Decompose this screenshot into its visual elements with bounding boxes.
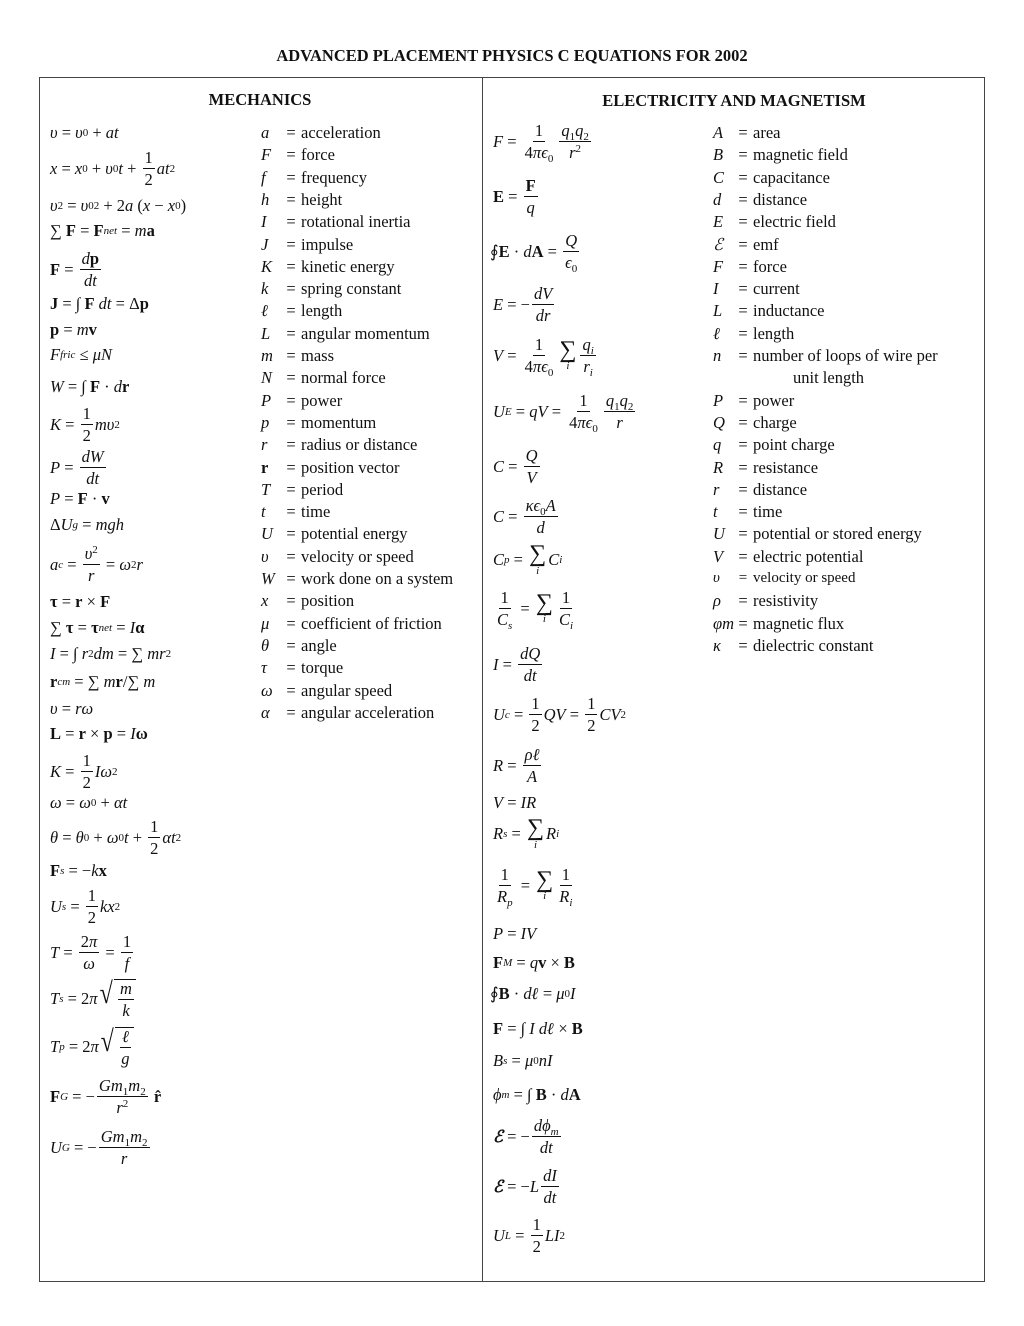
variable-description: work done on a system: [301, 569, 454, 588]
variable-description: angular acceleration: [301, 702, 435, 722]
variable-symbol: m: [261, 346, 273, 365]
equation-parallel-plate: C = $\frac{\kappa\epsilon_0A}{d}$: [493, 496, 556, 538]
variable-description: mass: [301, 346, 334, 365]
equation-power-dot: P = F · v: [50, 489, 110, 508]
variable-symbol: ℰ: [713, 234, 723, 254]
variable-row: [713, 323, 795, 343]
equation-velocity: υ = υ 0 + at: [50, 123, 119, 142]
equals-sign: =: [738, 502, 748, 522]
variable-row: [261, 571, 453, 588]
equation-impulse: J = ∫ F dt = Δ p: [50, 294, 149, 313]
variable-description: force: [753, 256, 787, 276]
variable-description: velocity or speed: [301, 546, 414, 566]
variable-description: angular momentum: [301, 323, 430, 343]
variable-description: magnetic field: [753, 145, 848, 165]
equals-sign: =: [286, 569, 296, 588]
equation-angular-velocity: ω = ω 0 + αt: [50, 793, 128, 812]
variable-row: [713, 348, 938, 365]
variable-row: [261, 234, 354, 254]
variable-symbol: ρ: [713, 591, 721, 611]
variable-row: [261, 457, 400, 477]
equation-coulomb-law: F = $\frac{1}{4\pi\epsilon_0}$ $\frac{q_1q_2}{r^2}$: [493, 121, 589, 166]
equals-sign: =: [738, 390, 748, 410]
variable-symbol: θ: [261, 635, 270, 655]
variable-description: unit length: [793, 368, 865, 388]
variable-row: [261, 390, 343, 410]
variable-symbol: h: [261, 189, 270, 209]
variable-row: [713, 214, 836, 231]
equals-sign: =: [738, 635, 748, 655]
variable-row: [713, 125, 780, 142]
equals-sign: =: [286, 546, 296, 566]
variable-symbol: r: [261, 457, 269, 477]
variable-symbol: α: [261, 702, 270, 722]
equation-capacitor-energy: U c = $\frac{1}{2}$ QV = $\frac{1}{2}$ CV 2: [493, 694, 627, 736]
equation-electric-power: P = IV: [493, 924, 537, 943]
equation-ohms-law: V = IR: [493, 793, 537, 812]
variable-description: kinetic energy: [301, 256, 395, 276]
variable-description: angle: [301, 635, 337, 655]
equation-spring-pe: U s = $\frac{1}{2}$ kx 2: [50, 886, 121, 928]
equals-sign: =: [738, 546, 748, 566]
equals-sign: =: [738, 479, 748, 499]
variable-row: [713, 412, 797, 432]
mechanics-heading: MECHANICS: [208, 90, 312, 109]
equation-spring-period: T s = 2 π √ $\frac{m}{k}$: [50, 979, 136, 1020]
variable-row: [261, 660, 343, 677]
variable-row: [713, 370, 864, 387]
equation-force-momentum: F = $\frac{dp}{dt}$: [50, 249, 100, 291]
equation-linear-angular-speed: υ = rω: [50, 699, 94, 718]
variable-symbol: φm: [713, 613, 735, 633]
equals-sign: =: [286, 680, 296, 700]
equals-sign: =: [286, 189, 296, 209]
variable-description: resistivity: [753, 591, 819, 611]
variable-symbol: k: [261, 279, 269, 299]
equals-sign: =: [738, 301, 748, 321]
em-heading: ELECTRICITY AND MAGNETISM: [602, 91, 866, 110]
variable-symbol: μ: [261, 613, 270, 633]
variable-row: [261, 412, 377, 432]
variable-description: spring constant: [301, 279, 402, 299]
equation-resistance: R = $\frac{\text{ρℓ}}{A}$: [493, 745, 540, 787]
variable-row: [713, 526, 922, 543]
equals-sign: =: [738, 524, 748, 544]
variable-row: [261, 214, 411, 231]
variable-description: period: [301, 479, 344, 499]
variable-description: power: [301, 390, 343, 410]
variable-description: acceleration: [301, 123, 381, 142]
variable-row: [713, 593, 818, 610]
equation-capacitors-series: $\frac{1}{C_s}$ = ∑ i $\frac{1}{C_i}$: [497, 588, 574, 633]
variable-symbol: A: [713, 123, 724, 142]
equals-sign: =: [738, 457, 748, 477]
variable-description: torque: [301, 658, 344, 678]
variable-symbol: t: [261, 502, 266, 522]
page-title: ADVANCED PLACEMENT PHYSICS C EQUATIONS FOR 2002: [276, 46, 748, 65]
variable-symbol: F: [261, 145, 272, 165]
equals-sign: =: [738, 234, 748, 254]
equation-pendulum-period: T p = 2 π √ $\frac{\text{ℓ}}{g}$: [50, 1027, 134, 1068]
variable-row: [261, 147, 335, 164]
equation-ampere-law: ∮ B · d ℓ = μ 0 I: [490, 984, 576, 1003]
variable-row: [713, 635, 874, 655]
equals-sign: =: [286, 301, 296, 321]
variable-description: angular speed: [301, 680, 393, 700]
variable-row: [261, 370, 386, 387]
variable-row: [261, 256, 395, 276]
equals-sign: =: [738, 435, 748, 455]
equation-resistors-series: R s = ∑ i R i: [493, 815, 560, 851]
equals-sign: =: [286, 502, 296, 522]
equation-gravitational-pe: Δ U g = mgh: [50, 515, 125, 534]
variable-row: [261, 680, 393, 700]
variable-description: charge: [753, 412, 797, 432]
variable-description: current: [753, 279, 800, 299]
variable-description: electric potential: [753, 546, 864, 566]
variable-description: radius or distance: [301, 435, 418, 455]
variable-row: [261, 504, 330, 521]
variable-row: [261, 167, 367, 187]
variable-row: [713, 234, 779, 254]
variable-description: momentum: [301, 412, 377, 432]
variable-description: impulse: [301, 234, 354, 254]
variable-row: [713, 256, 787, 276]
equation-magnetic-force: F M = q v × B: [493, 953, 575, 972]
variable-symbol: t: [713, 502, 718, 522]
equation-resistors-parallel: $\frac{1}{R_p}$ = ∑ i $\frac{1}{R_i}$: [497, 865, 573, 910]
variable-description: emf: [753, 234, 779, 254]
variable-symbol: L: [713, 301, 723, 321]
equals-sign: =: [286, 591, 296, 611]
variable-description: normal force: [301, 368, 386, 388]
equation-rotational-ke: K = $\frac{1}{2}$ Iω 2: [50, 751, 118, 793]
variable-row: [261, 189, 343, 209]
variable-symbol: f: [261, 167, 266, 187]
variable-description: velocity or speed: [753, 570, 856, 586]
variable-symbol: I: [261, 212, 267, 232]
equals-sign: =: [286, 479, 296, 499]
variable-row: [261, 702, 435, 722]
equation-torque: τ = r × F: [50, 592, 111, 611]
equation-kinetic-energy: K = $\frac{1}{2}$ mυ 2: [50, 404, 120, 446]
equals-sign: =: [286, 635, 296, 655]
equation-inductor-energy: U L = $\frac{1}{2}$ LI 2: [493, 1215, 566, 1257]
variable-description: time: [301, 502, 331, 522]
equals-sign: =: [738, 346, 748, 365]
equation-gravitational-pe-universal: U G = − $\frac{Gm_1m_2}{r}$: [50, 1127, 148, 1169]
variable-symbol: U: [261, 524, 273, 544]
variable-description: distance: [753, 189, 808, 209]
column-divider: [482, 77, 483, 1282]
equals-sign: =: [286, 702, 296, 722]
equation-capacitors-parallel: C p = ∑ i C i: [493, 541, 563, 577]
equation-power-derivative: P = $\frac{dW}{dt}$: [50, 447, 104, 489]
equation-magnetic-flux: ϕ m = ∫ B · d A: [493, 1085, 581, 1104]
equals-sign: =: [738, 323, 748, 343]
equation-newton-second-law: ∑ F = F net = m a: [50, 221, 155, 240]
equation-field-potential: E = − $\frac{dV}{dr}$: [493, 284, 553, 326]
equals-sign: =: [738, 167, 748, 187]
variable-symbol: U: [713, 524, 725, 544]
equals-sign: =: [738, 256, 748, 276]
variable-symbol: τ: [261, 658, 267, 678]
equation-solenoid-field: B s = μ 0 nI: [493, 1051, 553, 1070]
equals-sign: =: [738, 591, 748, 611]
variable-row: [713, 504, 782, 521]
equals-sign: =: [286, 412, 296, 432]
variable-row: [713, 437, 835, 454]
variable-symbol: x: [261, 591, 269, 611]
equation-potential-sum: V = $\frac{1}{4\pi\epsilon_0}$ ∑ i $\frac{q_i}{r_i}$: [493, 335, 594, 380]
variable-symbol: p: [261, 412, 270, 432]
variable-symbol: ℓ: [261, 301, 268, 321]
equation-inductor-emf: ℰ = − L $\frac{dI}{dt}$: [493, 1166, 557, 1208]
equation-net-torque: ∑ τ = τ net = I α: [50, 618, 145, 637]
variable-description: coefficient of friction: [301, 613, 442, 633]
variable-symbol: R: [713, 457, 724, 477]
variable-row: [261, 303, 342, 320]
variable-description: position vector: [301, 457, 400, 477]
equals-sign: =: [286, 435, 296, 455]
equals-sign: =: [286, 323, 296, 343]
variable-symbol: B: [713, 145, 724, 165]
equals-sign: =: [286, 279, 296, 299]
equals-sign: =: [738, 412, 748, 432]
equation-rotational-inertia: I = ∫ r 2 dm = ∑ mr 2: [50, 644, 172, 663]
equals-sign: =: [286, 658, 296, 678]
variable-description: frequency: [301, 167, 367, 187]
equation-force-on-wire: F = ∫ I d ℓ × B: [493, 1019, 583, 1038]
variable-symbol: κ: [713, 635, 721, 655]
equation-angular-momentum: L = r × p = I ω: [50, 724, 148, 743]
equals-sign: =: [738, 279, 748, 299]
equals-sign: =: [286, 256, 296, 276]
equation-gravitational-force: F G = − $\frac{Gm_1m_2}{r^2}$ r̂: [50, 1076, 162, 1118]
equation-period: T = $\frac{2\pi}{\omega}$ = $\frac{1}{f}$: [50, 932, 132, 974]
variable-description: point charge: [753, 435, 835, 455]
variable-row: [261, 437, 417, 454]
variable-row: [261, 348, 334, 365]
variable-description: force: [301, 145, 335, 165]
equation-gauss-law: ∮ E · d A = $\frac{Q}{\epsilon_0}$: [490, 231, 578, 276]
variable-symbol: E: [713, 212, 724, 232]
variable-symbol: J: [261, 234, 269, 254]
variable-row: [261, 613, 442, 633]
equation-center-of-mass: r cm = ∑ m r /∑ m: [50, 672, 156, 691]
variable-row: [713, 457, 819, 477]
equals-sign: =: [286, 390, 296, 410]
equation-work: W = ∫ F · d r: [50, 377, 130, 396]
variable-symbol: F: [713, 256, 724, 276]
variable-row: [713, 303, 824, 320]
variable-row: [261, 125, 381, 142]
variable-symbol: L: [261, 323, 271, 343]
variable-description: capacitance: [753, 167, 830, 187]
equals-sign: =: [286, 167, 296, 187]
variable-symbol: P: [261, 390, 272, 410]
variable-row: [261, 526, 407, 543]
variable-row: [713, 479, 808, 499]
variable-symbol: ω: [261, 680, 273, 700]
equation-capacitance: C = $\frac{Q}{V}$: [493, 446, 538, 488]
variable-symbol: q: [713, 435, 722, 455]
equals-sign: =: [286, 524, 296, 544]
variable-description: distance: [753, 479, 808, 499]
variable-description: potential energy: [301, 524, 408, 544]
variable-row: [261, 479, 344, 499]
equals-sign: =: [738, 189, 748, 209]
equals-sign: =: [286, 234, 296, 254]
equals-sign: =: [286, 368, 296, 388]
equation-faraday-law: ℰ = − $\frac{d\phi_m}{dt}$: [493, 1116, 559, 1158]
variable-symbol: a: [261, 123, 270, 142]
equals-sign: =: [286, 145, 296, 165]
equals-sign: =: [738, 145, 748, 165]
variable-symbol: υ: [713, 570, 720, 586]
equation-angular-position: θ = θ 0 + ω 0 t + $\frac{1}{2}$ αt 2: [50, 817, 182, 859]
variable-symbol: ℓ: [713, 323, 720, 343]
variable-description: position: [301, 591, 355, 611]
variable-row: [713, 147, 848, 164]
equals-sign: =: [738, 123, 748, 142]
equation-spring-force: F s = − k x: [50, 861, 107, 880]
variable-symbol: N: [261, 368, 273, 388]
variable-row: [713, 390, 795, 410]
variable-row: [261, 281, 401, 298]
equation-electric-pe: U E = qV = $\frac{1}{4\pi\epsilon_0}$ $\frac{q_1q_2}{r}$: [493, 391, 634, 436]
equals-sign: =: [286, 123, 296, 142]
equation-centripetal: a c = $\frac{\upsilon^2}{r}$ = ω 2 r: [50, 544, 143, 586]
variable-symbol: d: [713, 189, 722, 209]
equals-sign: =: [286, 457, 296, 477]
variable-symbol: K: [261, 256, 273, 276]
variable-description: height: [301, 189, 343, 209]
variable-row: [713, 167, 830, 187]
variable-description: resistance: [753, 457, 819, 477]
variable-row: [261, 323, 430, 343]
equation-electric-field: E = $\frac{F}{q}$: [493, 176, 536, 218]
variable-description: electric field: [753, 212, 836, 232]
equals-sign: =: [286, 613, 296, 633]
variable-row: [261, 593, 354, 610]
variable-symbol: υ: [261, 546, 269, 566]
variable-row: [713, 613, 845, 633]
equation-velocity-squared: υ 2 = υ 0 2 + 2 a ( x − x 0 ): [50, 196, 187, 215]
variable-description: magnetic flux: [753, 613, 845, 633]
variable-description: time: [753, 502, 783, 522]
variable-description: inductance: [753, 301, 825, 321]
equals-sign: =: [738, 212, 748, 232]
equation-friction: F fric ≤ μN: [50, 345, 112, 364]
variable-symbol: Q: [713, 412, 725, 432]
variable-row: [713, 281, 800, 298]
variable-symbol: T: [261, 479, 271, 499]
variable-symbol: r: [261, 435, 268, 455]
equation-position: x = x 0 + υ 0 t + $\frac{1}{2}$ at 2: [50, 148, 176, 190]
variable-symbol: I: [713, 279, 719, 299]
equals-sign: =: [738, 570, 748, 586]
variable-symbol: C: [713, 167, 725, 187]
equation-current: I = $\frac{dQ}{dt}$: [493, 644, 541, 686]
variable-symbol: r: [713, 479, 720, 499]
variable-symbol: P: [713, 390, 724, 410]
variable-symbol: V: [713, 546, 724, 566]
equals-sign: =: [286, 346, 296, 365]
variable-row: [261, 635, 337, 655]
variable-row: [713, 189, 808, 209]
variable-symbol: W: [261, 569, 275, 588]
equation-momentum: p = m v: [50, 320, 97, 339]
equals-sign: =: [286, 212, 296, 232]
equals-sign: =: [738, 613, 748, 633]
variable-row: [261, 546, 414, 566]
variable-symbol: n: [713, 346, 722, 365]
variable-description: area: [753, 123, 781, 142]
variable-description: potential or stored energy: [753, 524, 922, 544]
variable-description: rotational inertia: [301, 212, 411, 232]
variable-row: [713, 546, 864, 566]
variable-description: length: [753, 323, 795, 343]
variable-row: [713, 571, 855, 586]
variable-description: power: [753, 390, 795, 410]
variable-description: length: [301, 301, 343, 321]
variable-description: dielectric constant: [753, 635, 874, 655]
variable-description: number of loops of wire per: [753, 346, 938, 365]
